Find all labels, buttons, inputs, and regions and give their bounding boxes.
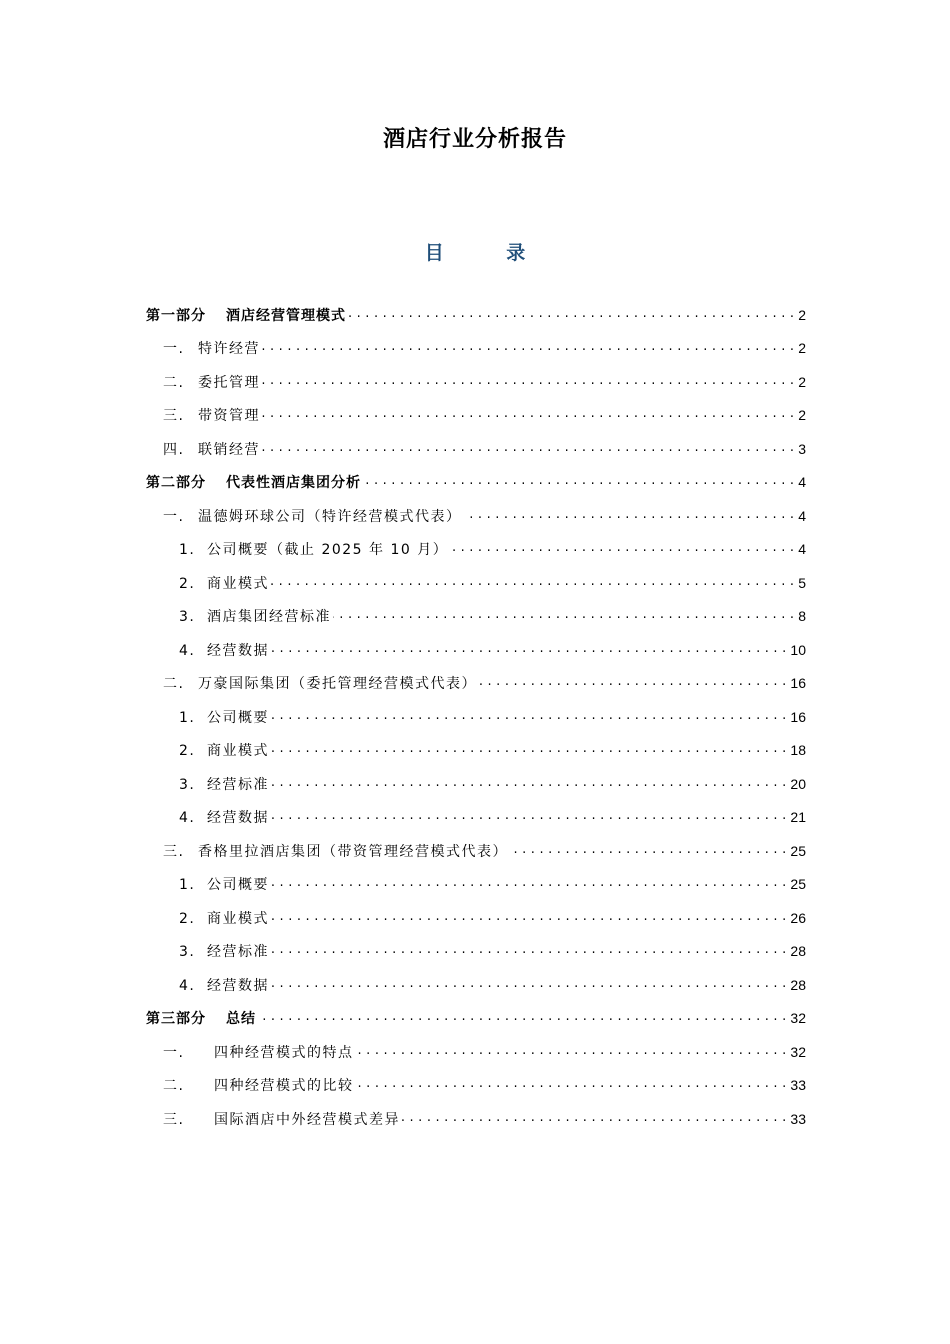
toc-entry-number: 3. <box>179 609 196 626</box>
toc-entry-number: 三. <box>163 408 185 425</box>
toc-entry-page: 25 <box>790 842 806 859</box>
toc-leader-dots <box>271 777 786 791</box>
toc-entry-label <box>163 1109 400 1129</box>
toc-entry-page: 4 <box>798 474 806 491</box>
toc-entry[interactable] <box>146 399 806 433</box>
toc-leader-dots <box>258 1011 786 1025</box>
toc-entry-text: 联销经营 <box>198 441 260 458</box>
toc-entry-number: 2. <box>179 575 196 592</box>
toc-entry-number: 四. <box>163 441 185 458</box>
toc-entry-label <box>179 874 269 894</box>
toc-entry[interactable] <box>146 432 806 466</box>
toc-entry-page: 28 <box>790 943 806 960</box>
toc-entry[interactable] <box>146 365 806 399</box>
toc-leader-dots <box>262 375 794 389</box>
toc-leader-dots <box>271 743 786 757</box>
toc-entry-label <box>179 740 269 760</box>
toc-entry[interactable] <box>146 667 806 701</box>
toc-leader-dots <box>464 509 795 523</box>
toc-entry[interactable] <box>146 935 806 969</box>
toc-entry-page: 2 <box>798 407 806 424</box>
toc-entry-text: 经营数据 <box>207 810 269 827</box>
toc-entry[interactable] <box>146 600 806 634</box>
toc-entry-text: 国际酒店中外经营模式差异 <box>214 1111 400 1128</box>
toc-entry[interactable] <box>146 734 806 768</box>
toc-entry-label <box>179 606 331 626</box>
toc-entry-number: 第二部分 <box>146 475 206 492</box>
toc-leader-dots <box>333 609 794 623</box>
toc-entry[interactable] <box>146 834 806 868</box>
toc-entry-page: 26 <box>790 909 806 926</box>
toc-entry[interactable] <box>146 533 806 567</box>
toc-entry-text: 带资管理 <box>198 408 260 425</box>
toc-entry-number: 一. <box>163 1044 185 1061</box>
toc-leader-dots <box>271 944 786 958</box>
toc-entry-page: 8 <box>798 608 806 625</box>
table-of-contents <box>146 298 806 1136</box>
toc-entry[interactable] <box>146 801 806 835</box>
toc-leader-dots <box>271 576 794 590</box>
toc-entry-text: 特许经营 <box>198 341 260 358</box>
toc-leader-dots <box>402 1112 786 1126</box>
toc-entry[interactable] <box>146 1002 806 1036</box>
toc-entry-number: 三. <box>163 1111 185 1128</box>
toc-entry-label <box>163 673 477 693</box>
toc-entry-page: 18 <box>790 742 806 759</box>
toc-entry-page: 3 <box>798 440 806 457</box>
toc-leader-dots <box>348 308 794 322</box>
toc-entry-text: 委托管理 <box>198 374 260 391</box>
toc-entry-text: 香格里拉酒店集团（带资管理经营模式代表） <box>198 843 508 860</box>
toc-entry-text: 公司概要 <box>207 877 269 894</box>
toc-entry-number: 4. <box>179 977 196 994</box>
toc-entry-label <box>163 506 462 526</box>
toc-leader-dots <box>262 341 794 355</box>
toc-entry[interactable] <box>146 298 806 332</box>
toc-entry-label <box>163 405 260 425</box>
toc-entry-number: 一. <box>163 341 185 358</box>
toc-entry-page: 2 <box>798 306 806 323</box>
toc-heading: 目 录 <box>424 242 554 264</box>
toc-entry-number: 二. <box>163 1078 185 1095</box>
toc-entry-number: 第一部分 <box>146 307 206 324</box>
toc-entry-number: 3. <box>179 944 196 961</box>
toc-entry-text: 代表性酒店集团分析 <box>226 475 361 492</box>
toc-entry-text: 温德姆环球公司（特许经营模式代表） <box>198 508 462 525</box>
toc-entry[interactable] <box>146 332 806 366</box>
toc-entry-number: 4. <box>179 642 196 659</box>
toc-entry-number: 一. <box>163 508 185 525</box>
toc-entry-text: 四种经营模式的特点 <box>214 1044 354 1061</box>
toc-entry-label <box>163 1075 354 1095</box>
toc-entry-text: 总结 <box>226 1011 256 1028</box>
toc-entry-label <box>179 941 269 961</box>
toc-leader-dots <box>271 877 786 891</box>
toc-leader-dots <box>510 844 786 858</box>
toc-entry-page: 33 <box>790 1110 806 1127</box>
toc-entry-page: 5 <box>798 574 806 591</box>
toc-entry-number: 二. <box>163 676 185 693</box>
toc-entry-label <box>179 640 269 660</box>
toc-entry-page: 25 <box>790 876 806 893</box>
toc-entry[interactable] <box>146 868 806 902</box>
toc-entry-text: 公司概要 <box>207 709 269 726</box>
toc-leader-dots <box>271 911 786 925</box>
toc-entry-label <box>146 305 346 325</box>
toc-entry[interactable] <box>146 968 806 1002</box>
toc-entry-label <box>179 573 269 593</box>
toc-entry[interactable] <box>146 1069 806 1103</box>
toc-entry-label <box>179 774 269 794</box>
toc-entry-number: 2. <box>179 743 196 760</box>
toc-leader-dots <box>262 408 794 422</box>
toc-entry-label <box>179 707 269 727</box>
toc-leader-dots <box>262 442 794 456</box>
toc-leader-dots <box>356 1078 787 1092</box>
document-title: 酒店行业分析报告 <box>382 126 567 152</box>
toc-entry-page: 16 <box>790 708 806 725</box>
toc-entry-label <box>163 1042 354 1062</box>
toc-entry-page: 32 <box>790 1010 806 1027</box>
toc-entry-label <box>179 975 269 995</box>
toc-entry-page: 20 <box>790 775 806 792</box>
toc-entry-label <box>163 841 508 861</box>
toc-leader-dots <box>271 643 786 657</box>
toc-entry-number: 3. <box>179 776 196 793</box>
toc-entry-text: 四种经营模式的比较 <box>214 1078 354 1095</box>
toc-leader-dots <box>271 978 786 992</box>
toc-entry-number: 二. <box>163 374 185 391</box>
toc-entry-page: 28 <box>790 976 806 993</box>
toc-entry-number: 4. <box>179 810 196 827</box>
toc-entry[interactable] <box>146 1035 806 1069</box>
toc-entry-label <box>146 472 361 492</box>
toc-entry-label <box>163 338 260 358</box>
toc-entry[interactable] <box>146 700 806 734</box>
toc-entry-number: 三. <box>163 843 185 860</box>
toc-entry[interactable] <box>146 901 806 935</box>
toc-entry-label <box>163 372 260 392</box>
toc-leader-dots <box>271 810 786 824</box>
toc-entry-text: 经营数据 <box>207 977 269 994</box>
toc-entry-text: 公司概要（截止 2025 年 10 月） <box>207 542 449 559</box>
toc-leader-dots <box>356 1045 787 1059</box>
toc-leader-dots <box>479 676 786 690</box>
toc-entry-text: 经营标准 <box>207 776 269 793</box>
toc-leader-dots <box>450 542 794 556</box>
toc-entry-page: 2 <box>798 340 806 357</box>
toc-entry[interactable] <box>146 499 806 533</box>
toc-entry[interactable] <box>146 767 806 801</box>
toc-entry-number: 1. <box>179 709 196 726</box>
toc-entry-number: 第三部分 <box>146 1011 206 1028</box>
toc-entry-page: 2 <box>798 373 806 390</box>
toc-entry[interactable] <box>146 633 806 667</box>
toc-entry-page: 21 <box>790 809 806 826</box>
toc-entry-label <box>179 908 269 928</box>
toc-entry-number: 2. <box>179 910 196 927</box>
toc-entry-text: 酒店经营管理模式 <box>226 307 346 324</box>
toc-entry-label <box>146 1008 256 1028</box>
toc-entry-label <box>179 539 448 559</box>
toc-entry[interactable] <box>146 466 806 500</box>
toc-entry-page: 4 <box>798 507 806 524</box>
toc-entry-number: 1. <box>179 877 196 894</box>
toc-entry-text: 商业模式 <box>207 910 269 927</box>
toc-entry-text: 商业模式 <box>207 575 269 592</box>
toc-entry-page: 16 <box>790 675 806 692</box>
toc-entry-text: 万豪国际集团（委托管理经营模式代表） <box>198 676 477 693</box>
toc-entry-text: 酒店集团经营标准 <box>207 609 331 626</box>
toc-entry-text: 商业模式 <box>207 743 269 760</box>
toc-entry-label <box>179 807 269 827</box>
toc-leader-dots <box>271 710 786 724</box>
toc-leader-dots <box>363 475 794 489</box>
toc-entry-page: 10 <box>790 641 806 658</box>
toc-entry[interactable] <box>146 1102 806 1136</box>
toc-entry-page: 33 <box>790 1077 806 1094</box>
toc-entry-page: 4 <box>798 541 806 558</box>
toc-entry-label <box>163 439 260 459</box>
toc-entry[interactable] <box>146 566 806 600</box>
toc-entry-number: 1. <box>179 542 196 559</box>
toc-entry-page: 32 <box>790 1043 806 1060</box>
toc-entry-text: 经营标准 <box>207 944 269 961</box>
toc-entry-text: 经营数据 <box>207 642 269 659</box>
